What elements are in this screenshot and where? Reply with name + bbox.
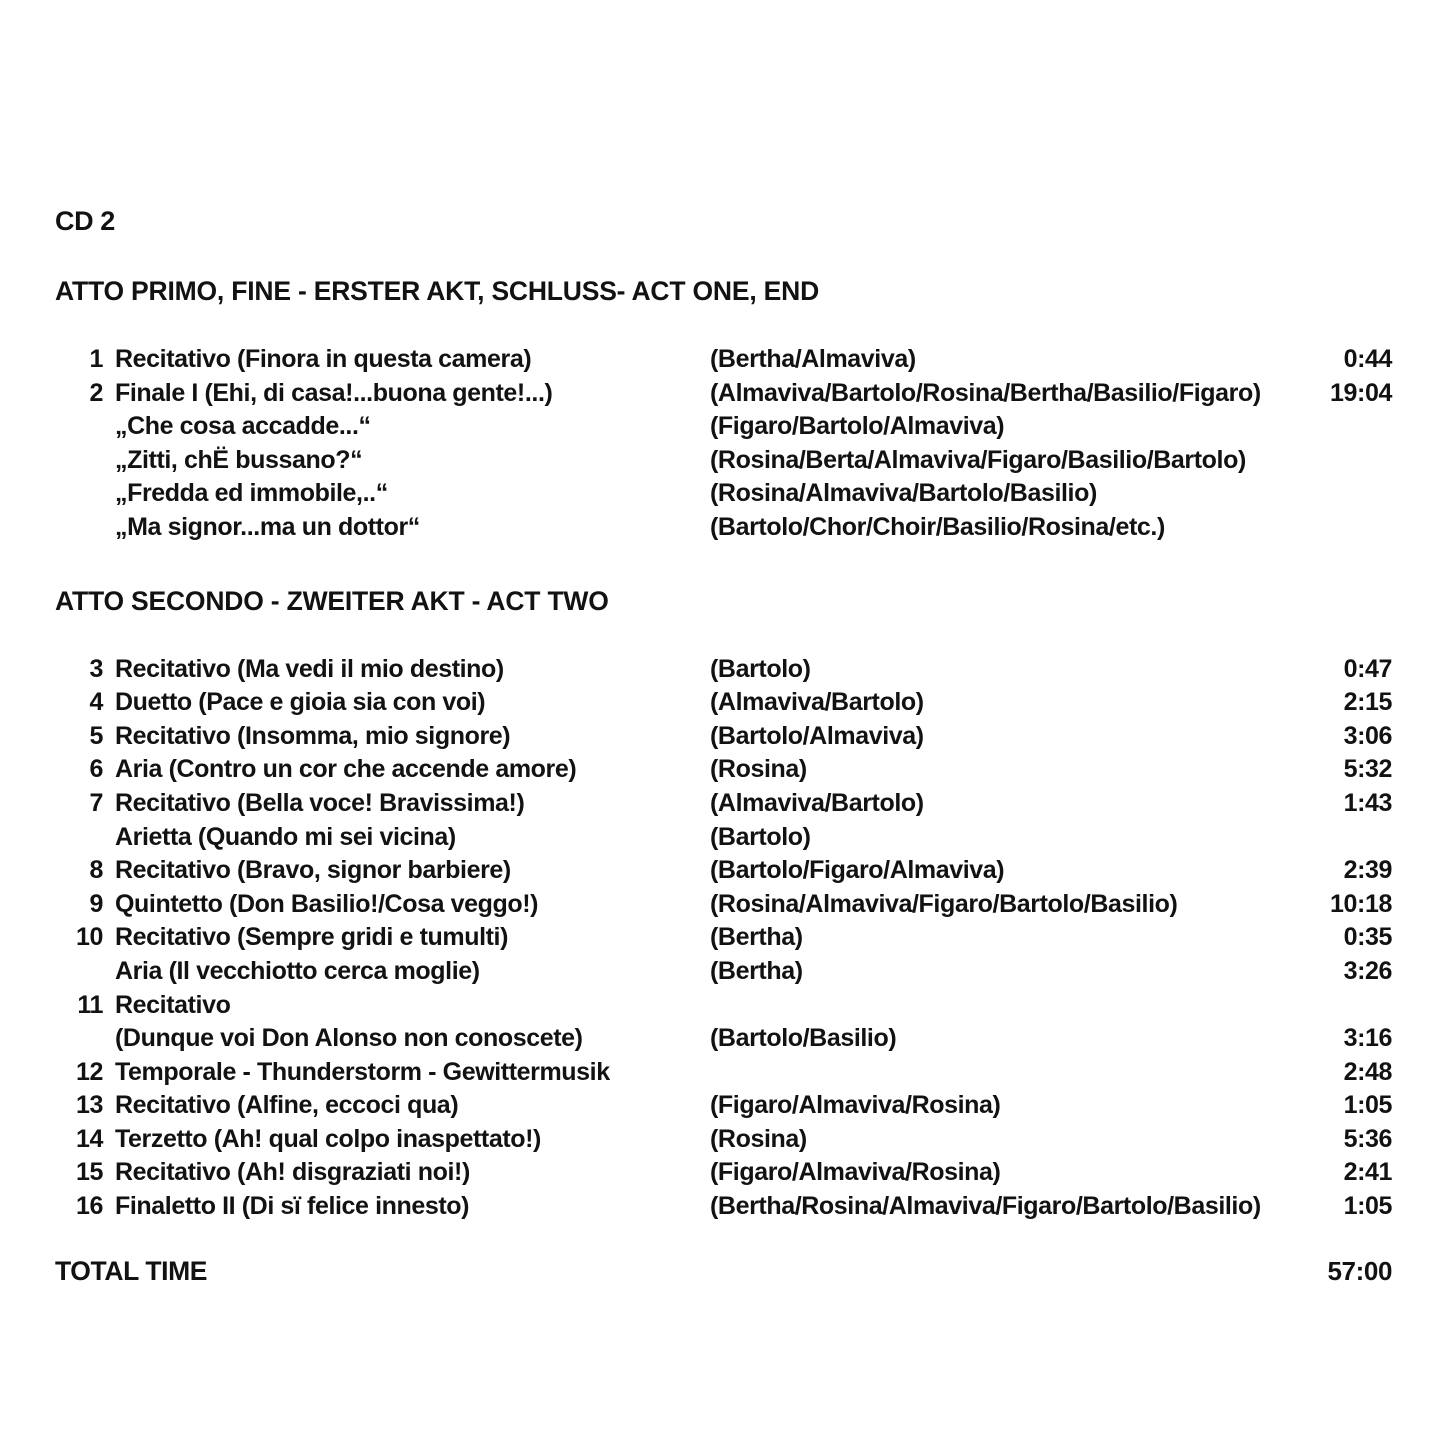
track-time: [1297, 989, 1392, 1023]
track-row: [55, 686, 1392, 720]
track-row: [55, 343, 1392, 377]
track-time: 0:35: [1343, 923, 1392, 952]
track-number: 9: [89, 889, 103, 918]
track-title: „Zitti, chË bussano?“: [115, 445, 363, 474]
track-title: Recitativo (Bravo, signor barbiere): [115, 856, 511, 885]
track-performers: (Bartolo/Almaviva): [710, 721, 924, 750]
total-row: [55, 1254, 1392, 1288]
section-2: [55, 586, 1392, 1224]
track-row: [55, 1022, 1392, 1056]
track-time: 2:48: [1343, 1057, 1392, 1086]
track-title: Recitativo (Insomma, mio signore): [115, 721, 511, 750]
track-row: [55, 888, 1392, 922]
track-row: [55, 1156, 1392, 1190]
track-title: Temporale - Thunderstorm - Gewittermusik: [115, 1057, 610, 1086]
track-time: 3:26: [1343, 956, 1392, 985]
track-row: [55, 1056, 1392, 1090]
track-row: [55, 1190, 1392, 1224]
track-row: [55, 1123, 1392, 1157]
track-number: 15: [75, 1158, 103, 1187]
track-performers: (Rosina/Berta/Almaviva/Figaro/Basilio/Bartolo): [710, 445, 1246, 474]
track-performers: (Almaviva/Bartolo/Rosina/Bertha/Basilio/Figaro): [710, 378, 1261, 407]
track-number: 8: [89, 856, 103, 885]
track-row: [55, 955, 1392, 989]
track-performers: [710, 989, 1297, 1023]
track-row: [55, 753, 1392, 787]
track-title: Aria (Il vecchiotto cerca moglie): [115, 956, 480, 985]
track-number: 1: [89, 345, 103, 373]
track-row: [55, 821, 1392, 855]
track-time: 10:18: [1330, 889, 1392, 918]
track-performers: (Rosina): [710, 755, 807, 784]
track-number: 13: [75, 1091, 103, 1120]
track-performers: (Rosina/Almaviva/Bartolo/Basilio): [710, 479, 1097, 508]
track-title: (Dunque voi Don Alonso non conoscete): [115, 1024, 583, 1053]
track-number: 3: [89, 654, 103, 683]
track-time: 2:41: [1343, 1158, 1392, 1187]
track-performers: (Rosina): [710, 1124, 807, 1153]
track-performers: (Bertha/Rosina/Almaviva/Figaro/Bartolo/Basilio): [710, 1192, 1261, 1221]
total-time-label: TOTAL TIME: [55, 1255, 208, 1286]
track-number: 11: [77, 990, 103, 1019]
track-title: „Che cosa accadde...“: [115, 412, 371, 441]
track-rows: [55, 343, 1392, 545]
track-sections: [55, 276, 1392, 1224]
track-time: [1297, 410, 1392, 444]
track-time: 5:36: [1343, 1124, 1392, 1153]
track-number: [55, 511, 103, 545]
track-time: 1:43: [1343, 788, 1392, 817]
track-title: Finaletto II (Di sï felice innesto): [115, 1192, 470, 1221]
track-title: Duetto (Pace e gioia sia con voi): [115, 688, 486, 717]
track-time: [1297, 444, 1392, 478]
disc-label: CD 2: [55, 206, 115, 236]
track-title: Quintetto (Don Basilio!/Cosa veggo!): [115, 889, 539, 918]
track-number: 6: [89, 755, 103, 784]
track-performers: (Bertha/Almaviva): [710, 345, 916, 373]
track-title: „Fredda ed immobile,..“: [115, 479, 388, 508]
track-number: [55, 410, 103, 444]
track-number: 16: [75, 1192, 103, 1221]
section-1: [55, 276, 1392, 545]
track-time: [1297, 511, 1392, 545]
track-row: [55, 410, 1392, 444]
track-row: [55, 1089, 1392, 1123]
track-row: [55, 511, 1392, 545]
track-time: [1297, 821, 1392, 855]
track-performers: (Almaviva/Bartolo): [710, 788, 924, 817]
track-performers: (Bartolo): [710, 822, 811, 851]
track-performers: [710, 1056, 1297, 1090]
track-title: „Ma signor...ma un dottor“: [115, 512, 420, 541]
track-time: 5:32: [1343, 755, 1392, 784]
track-time: 1:05: [1343, 1192, 1392, 1221]
track-number: 10: [75, 923, 103, 952]
track-row: [55, 377, 1392, 411]
track-performers: (Rosina/Almaviva/Figaro/Bartolo/Basilio): [710, 889, 1178, 918]
track-time: [1297, 477, 1392, 511]
track-time: 3:16: [1343, 1024, 1392, 1053]
track-rows: [55, 653, 1392, 1224]
track-row: [55, 720, 1392, 754]
track-performers: (Figaro/Almaviva/Rosina): [710, 1158, 1001, 1187]
track-row: [55, 444, 1392, 478]
track-performers: (Almaviva/Bartolo): [710, 688, 924, 717]
track-performers: (Bartolo/Figaro/Almaviva): [710, 856, 1005, 885]
track-time: 1:05: [1343, 1091, 1392, 1120]
track-time: 2:39: [1343, 856, 1392, 885]
track-title: Arietta (Quando mi sei vicina): [115, 822, 456, 851]
track-performers: (Figaro/Bartolo/Almaviva): [710, 412, 1005, 441]
section-heading: ATTO PRIMO, FINE - ERSTER AKT, SCHLUSS- ACT ONE, END: [55, 276, 820, 306]
track-number: [55, 444, 103, 478]
track-row: [55, 921, 1392, 955]
track-time: 2:15: [1343, 688, 1392, 717]
track-row: [55, 787, 1392, 821]
track-title: Recitativo (Alfine, eccoci qua): [115, 1091, 459, 1120]
track-title: Recitativo (Finora in questa camera): [115, 345, 532, 373]
track-row: [55, 854, 1392, 888]
track-performers: (Bertha): [710, 956, 803, 985]
track-title: Recitativo (Ah! disgraziati noi!): [115, 1158, 470, 1187]
track-row: [55, 477, 1392, 511]
track-title: Aria (Contro un cor che accende amore): [115, 755, 577, 784]
track-title: Recitativo (Bella voce! Bravissima!): [115, 788, 525, 817]
track-performers: (Bartolo): [710, 654, 811, 683]
section-heading: ATTO SECONDO - ZWEITER AKT - ACT TWO: [55, 585, 609, 616]
track-number: [55, 1022, 103, 1056]
total-time-value: 57:00: [1327, 1255, 1392, 1286]
track-title: Finale I (Ehi, di casa!...buona gente!...): [115, 378, 553, 407]
track-performers: (Bartolo/Basilio): [710, 1024, 897, 1053]
track-title: Recitativo: [115, 990, 231, 1019]
track-title: Recitativo (Sempre gridi e tumulti): [115, 923, 509, 952]
track-title: Terzetto (Ah! qual colpo inaspettato!): [115, 1124, 541, 1153]
track-number: 7: [89, 788, 103, 817]
track-performers: (Bertha): [710, 923, 803, 952]
track-time: 0:47: [1343, 654, 1392, 683]
track-number: [55, 477, 103, 511]
track-row: [55, 653, 1392, 687]
track-number: 12: [75, 1057, 103, 1086]
track-title: Recitativo (Ma vedi il mio destino): [115, 654, 504, 683]
track-number: [55, 955, 103, 989]
track-number: 5: [89, 721, 103, 750]
track-time: 0:44: [1343, 345, 1392, 373]
track-number: 2: [89, 378, 103, 407]
track-time: 19:04: [1330, 378, 1392, 407]
track-number: 4: [89, 688, 103, 717]
track-performers: (Bartolo/Chor/Choir/Basilio/Rosina/etc.): [710, 512, 1165, 541]
track-performers: (Figaro/Almaviva/Rosina): [710, 1091, 1001, 1120]
track-time: 3:06: [1343, 721, 1392, 750]
track-number: [55, 821, 103, 855]
track-number: 14: [75, 1124, 103, 1153]
track-row: [55, 989, 1392, 1023]
